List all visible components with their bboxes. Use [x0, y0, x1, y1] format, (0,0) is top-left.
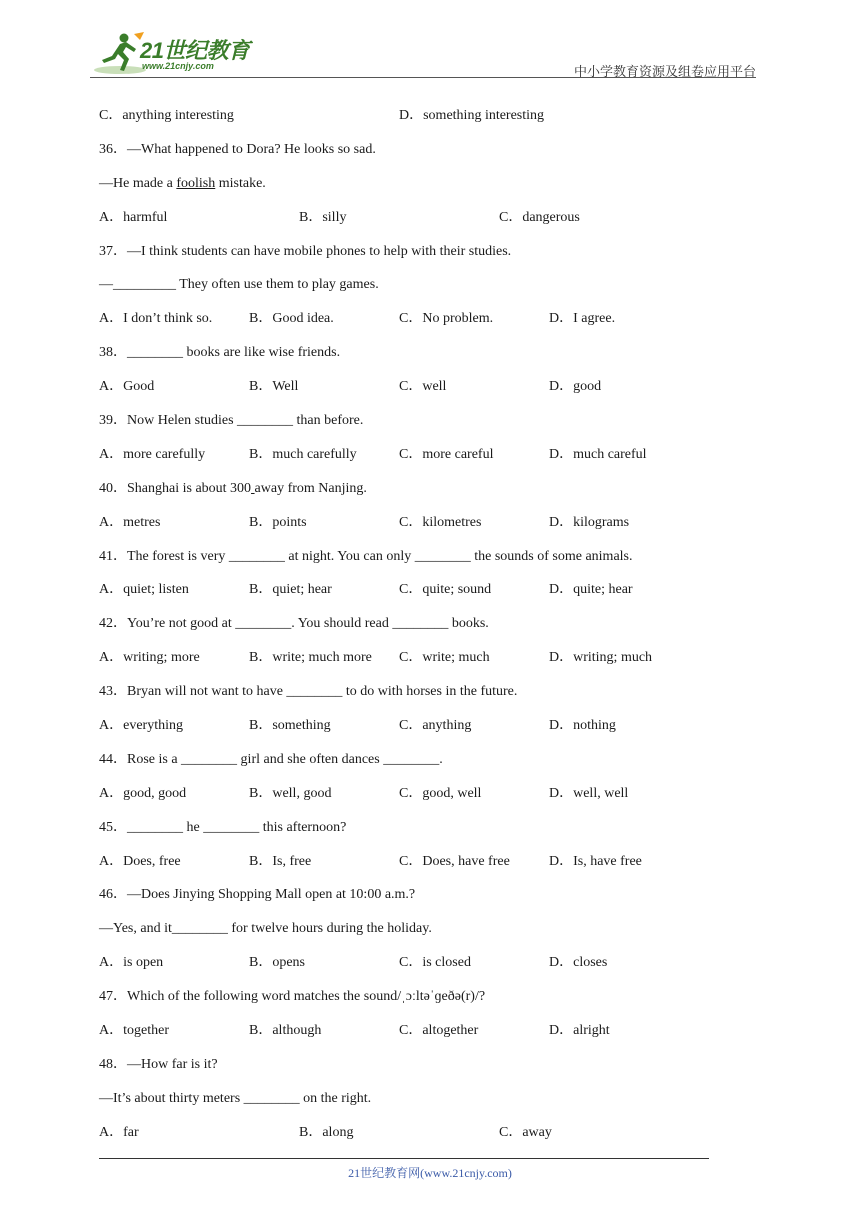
- footer-divider: [99, 1158, 709, 1159]
- text-segment: —He made a: [99, 175, 177, 191]
- question-text: 38．________ books are like wise friends.: [99, 345, 341, 361]
- question-text: —Yes, and it________ for twelve hours during the holiday.: [99, 921, 432, 937]
- question-text: [99, 477, 739, 511]
- answer-options-row: [99, 104, 739, 138]
- header-platform-text: 中小学教育资源及组卷应用平台: [573, 65, 756, 80]
- question-text: 41．The forest is very ________ at night. You can only ________ the sounds of some animals.: [99, 548, 633, 564]
- answer-option: B．Well: [249, 379, 299, 395]
- answer-option: C．write; much: [399, 650, 490, 666]
- answer-options-row: [99, 714, 739, 748]
- answer-option: B．something: [249, 718, 331, 734]
- answer-options-row: [99, 1019, 739, 1053]
- answer-option: C．more careful: [399, 446, 494, 462]
- answer-option: B．quiet; hear: [249, 582, 332, 598]
- answer-option: D．Is, have free: [549, 853, 642, 869]
- answer-option: A．is open: [99, 955, 164, 971]
- answer-option: D．I agree.: [549, 311, 616, 327]
- answer-option: C．quite; sound: [399, 582, 492, 598]
- answer-options-row: [99, 1121, 739, 1155]
- answer-options-row: [99, 511, 739, 545]
- answer-option: A．quiet; listen: [99, 582, 189, 598]
- answer-option: B．Is, free: [249, 853, 312, 869]
- answer-option: D．kilograms: [549, 514, 630, 530]
- answer-options-row: [99, 850, 739, 884]
- answer-options-row: [99, 443, 739, 477]
- answer-option: B．opens: [249, 955, 305, 971]
- question-list: [99, 104, 739, 1155]
- answer-option: A．good, good: [99, 785, 187, 801]
- question-text: 37．—I think students can have mobile phones to help with their studies.: [99, 243, 512, 259]
- answer-option: D．nothing: [549, 718, 616, 734]
- answer-option: B．much carefully: [249, 446, 357, 462]
- answer-option: A．Does, free: [99, 853, 181, 869]
- answer-option: D．something interesting: [399, 108, 545, 123]
- question-text: 47．Which of the following word matches the sound/ˌɔːltəˈɡeðə(r)/?: [99, 989, 486, 1005]
- logo-url: www.21cnjy.com: [142, 61, 214, 71]
- question-text: —It’s about thirty meters ________ on the right.: [99, 1090, 372, 1106]
- answer-option: B．silly: [299, 209, 347, 225]
- answer-options-row: [99, 578, 739, 612]
- text-segment: mistake.: [215, 175, 266, 191]
- answer-option: B．well, good: [249, 785, 332, 801]
- answer-option: D．much careful: [549, 446, 647, 462]
- answer-option: D．writing; much: [549, 650, 653, 666]
- underlined-word: foolish: [176, 175, 216, 191]
- answer-option: B．along: [299, 1124, 354, 1140]
- footer-text: 21世纪教育网(www.21cnjy.com): [348, 1166, 512, 1180]
- header-divider: [90, 77, 756, 78]
- answer-option: A．Good: [99, 379, 155, 395]
- answer-options-row: [99, 206, 739, 240]
- answer-option: A．writing; more: [99, 650, 200, 666]
- question-text: 45．________ he ________ this afternoon?: [99, 819, 347, 835]
- answer-option: C．away: [499, 1124, 552, 1140]
- question-text: 42．You’re not good at ________. You should read ________ books.: [99, 616, 489, 632]
- answer-option: C．good, well: [399, 785, 482, 801]
- question-text: —_________ They often use them to play games.: [99, 277, 379, 293]
- answer-option: D．good: [549, 379, 602, 395]
- text-segment: 40．Shanghai is about 300: [99, 480, 252, 496]
- answer-option: C．anything interesting: [99, 108, 234, 123]
- answer-options-row: [99, 646, 739, 680]
- question-text: 44．Rose is a ________ girl and she often dances ________.: [99, 751, 443, 767]
- answer-option: D．alright: [549, 1023, 610, 1039]
- answer-option: C．well: [399, 379, 447, 395]
- answer-option: C．No problem.: [399, 311, 494, 327]
- question-text: [99, 172, 739, 206]
- question-text: 36．—What happened to Dora? He looks so sad.: [99, 141, 376, 157]
- answer-option: C．is closed: [399, 955, 471, 971]
- answer-options-row: [99, 782, 739, 816]
- answer-option: C．kilometres: [399, 514, 482, 530]
- logo: [90, 30, 260, 78]
- answer-option: A．harmful: [99, 209, 168, 225]
- answer-option: D．closes: [549, 955, 608, 971]
- logo-text: 21世纪教育: [140, 38, 250, 63]
- answer-option: D．well, well: [549, 785, 629, 801]
- answer-option: A．everything: [99, 718, 183, 734]
- text-segment: away from Nanjing.: [254, 480, 367, 496]
- runner-logo-icon: [90, 30, 146, 76]
- answer-option: C．altogether: [399, 1023, 479, 1039]
- answer-option: C．anything: [399, 718, 472, 734]
- answer-option: B．although: [249, 1023, 322, 1039]
- answer-option: A．far: [99, 1124, 139, 1140]
- answer-option: B．Good idea.: [249, 311, 334, 327]
- question-text: 46．—Does Jinying Shopping Mall open at 10:00 a.m.?: [99, 887, 416, 903]
- page-header: [90, 30, 756, 80]
- answer-option: C．Does, have free: [399, 853, 510, 869]
- answer-option: B．write; much more: [249, 650, 372, 666]
- question-text: 39．Now Helen studies ________ than before.: [99, 413, 364, 429]
- answer-options-row: [99, 375, 739, 409]
- answer-option: A．together: [99, 1023, 169, 1039]
- answer-option: A．I don’t think so.: [99, 311, 213, 327]
- question-text: 43．Bryan will not want to have ________ to do with horses in the future.: [99, 684, 518, 700]
- question-text: 48．—How far is it?: [99, 1056, 218, 1072]
- answer-option: A．more carefully: [99, 446, 206, 462]
- answer-option: B．points: [249, 514, 307, 530]
- answer-option: A．metres: [99, 514, 161, 530]
- answer-option: C．dangerous: [499, 209, 580, 225]
- answer-options-row: [99, 307, 739, 341]
- answer-options-row: [99, 951, 739, 985]
- answer-option: D．quite; hear: [549, 582, 633, 598]
